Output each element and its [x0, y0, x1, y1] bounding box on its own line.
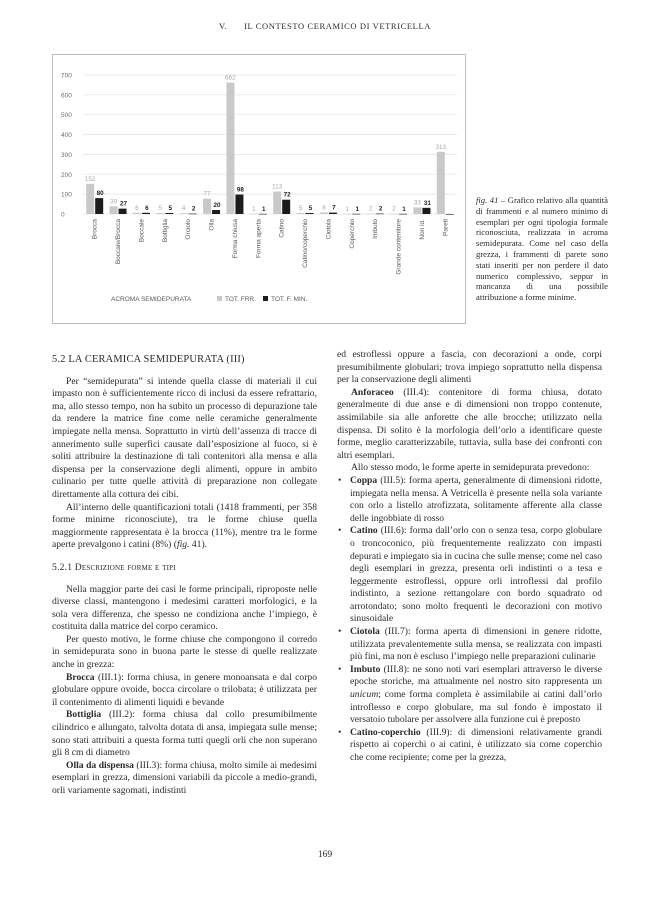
term: Ciotola — [350, 626, 380, 638]
y-tick-label: 0 — [61, 211, 65, 219]
category-label: Bottiglia — [161, 219, 169, 243]
term: Bottiglia — [66, 709, 102, 721]
term-ref: (III.7) — [379, 626, 408, 638]
category-label: Ciotola — [325, 219, 333, 240]
paragraph: Per “semidepurata” si intende quella classe di materiali il cui impasto non è sufficientemente ricco di inclusi da essere refrattario, ma, allo stesso tempo, non ha subito un processo di depurazione tale da rendere la matrice fine come nelle ceramiche generalmente impiegate nella mensa. Soprattutto in virtù dell’assenza di tracce di annerimento sulle superfici causate dall’esposizione al fuoco, si è soliti attribuire la destinazione di tali contenitori alla mensa e alla dispensa per la conservazione degli alimenti, oppure in ambito culinario per tutte quelle attività di preparazione non collegate direttamente alla cottura dei cibi. — [52, 375, 317, 500]
data-label-min: 31 — [423, 199, 431, 207]
bar-tot-frr — [133, 213, 141, 214]
term-ref: (III.9) — [420, 726, 450, 738]
definition-text: ; come forma completa è assimilabile ai catini dall’orlo introflesso e corpo globulare, ma sul fondo è impostato il versatoio tubolare per assolvere alla funzione cui è preposto — [350, 689, 602, 726]
definition-olla — [52, 760, 317, 798]
term-ref: (III.2) — [101, 709, 133, 721]
bullet: • — [338, 626, 342, 638]
category-label: Pareti — [442, 219, 450, 236]
bar-tot-frr — [250, 214, 258, 215]
data-label-frr: 39 — [110, 198, 118, 206]
bar-tot-f-min — [352, 214, 360, 215]
chapter-number: V. — [218, 21, 228, 31]
definition-text: : forma aperta, generalmente di dimensioni ridotte, impiegata nella mensa. A Vetricella è presente nella sola variante con orlo a listello atrofizzata, solitamente afferente alla classe delle ingobbiate di rosso — [350, 474, 602, 524]
bar-tot-frr — [320, 212, 328, 214]
category-label: Orciolo — [185, 219, 193, 240]
category-label: Grande contenitore — [395, 219, 403, 275]
data-label-min: 2 — [191, 205, 196, 213]
bar-tot-frr — [390, 214, 398, 215]
category-label: Brocca — [91, 219, 99, 240]
list-item-coppa — [337, 475, 602, 525]
y-tick-label: 400 — [61, 132, 72, 140]
data-label-min: 1 — [262, 205, 266, 213]
bar-tot-frr — [203, 199, 211, 214]
bar-tot-f-min — [306, 213, 314, 214]
category-label: Forma chiusa — [231, 219, 239, 259]
paragraph-text: 41). — [189, 539, 208, 551]
bullet: • — [338, 663, 342, 675]
term: Anforaceo — [351, 386, 394, 398]
section-heading: 5.2 LA CERAMICA SEMIDEPURATA (III) — [52, 354, 245, 365]
y-tick-label: 700 — [61, 72, 72, 80]
y-tick-label: 300 — [61, 151, 72, 159]
definition-brocca — [52, 672, 317, 710]
definition-text: : di dimensioni relativamente grandi rispetto ai coperchi o ai catini, è utilizzato sia come coperchio che come recipiente; come per la grezza, — [350, 726, 602, 763]
forme-aperte-list — [337, 475, 602, 765]
definition-anforaceo — [337, 387, 602, 463]
term: Imbuto — [350, 663, 381, 675]
data-label-frr: 8 — [322, 204, 326, 212]
bar-tot-f-min — [446, 214, 454, 215]
definition-text: : forma chiusa dal collo presumibilmente cilindrico e allungato, talvolta dotata di ansa, impiegata sulle mense; sono stati attribuiti a questa forma tutti quegli orli che non superano gli 8 cm di diametro — [52, 709, 317, 759]
list-item-catino-coperchio — [337, 727, 602, 765]
bar-tot-f-min — [329, 213, 337, 214]
paragraph: Nella maggior parte dei casi le forme principali, riproposte nelle diverse classi, mantengono i medesimi caratteri morfologici, e la sola vera differenza, che spesso ne condiziona anche l’impiego, è costituita dalla matrice del corpo ceramico. — [52, 583, 317, 633]
definition-text: : contenitore di forma chiusa, dotato generalmente di due anse e di dimensioni non troppo contenute, assimilabile sia alle anforette che alle brocche; utilizzato nella dispensa. Di solito è la morfologia dell’orlo a identificare queste forme, meglio caratterizzabile, tuttavia, sulla base dei confronti con altri esemplari. — [337, 386, 602, 461]
paragraph-text: All’interno delle quantificazioni totali (1418 frammenti, per 358 forme minime riconosciute), tra le forme chiuse quella maggiormente rappresentata è la brocca (11%), mentre tra le forme aperte prevalgono i catini (8%) ( — [52, 501, 317, 551]
bar-chart — [53, 55, 465, 323]
paragraph: Allo stesso modo, le forme aperte in semidepurata prevedono: — [351, 462, 590, 474]
category-label: Imbuto — [372, 219, 380, 239]
term-ref: (III.8) — [380, 663, 407, 675]
term: Catino-coperchio — [350, 726, 421, 738]
data-label-min: 72 — [283, 191, 291, 199]
left-column — [52, 354, 317, 798]
legend-swatch-tot-frr — [217, 296, 222, 301]
data-label-frr: 2 — [368, 205, 373, 213]
bar-tot-f-min — [95, 198, 103, 214]
bar-tot-frr — [110, 206, 118, 214]
fig-reference: fig. — [176, 539, 190, 551]
chapter-title: IL CONTESTO CERAMICO DI VETRICELLA — [244, 21, 432, 31]
bar-tot-frr — [297, 213, 305, 214]
bar-tot-frr — [156, 213, 164, 214]
data-label-frr: 113 — [272, 183, 283, 191]
legend-label-tot-frr: TOT. FRR. — [225, 296, 256, 303]
paragraph: ed estroflessi oppure a fascia, con decorazioni a onde, corpi presumibilmente globulari; trova impiego soprattutto nella dispensa per la conservazione degli alimenti — [337, 349, 602, 386]
data-label-frr: 313 — [435, 143, 447, 151]
bar-tot-frr — [413, 207, 421, 214]
y-tick-label: 500 — [61, 112, 72, 120]
data-label-frr: 1 — [252, 205, 256, 213]
data-label-min: 5 — [308, 205, 313, 213]
subsection-heading-text: 5.2.1 Descrizione forme e tipi — [52, 561, 176, 573]
right-column — [337, 349, 602, 765]
bar-tot-f-min — [142, 213, 150, 214]
category-label: Coperchio — [348, 219, 356, 249]
bar-tot-f-min — [189, 214, 197, 215]
definition-text: : forma chiusa, in genere monoansata e dal corpo globulare oppure ovoide, bocca circolare o trilobata; è utilizzata per il contenimento di alimenti liquidi e bevande — [52, 671, 317, 708]
caption-text: – Grafico relativo alla quantità di frammenti e al numero minimo di esemplari per ogni tipologia formale riconosciuta, realizzata in acroma semidepurata. Come nel caso della grezza, i frammenti di parete sono stati inseriti per non perdere il dato numerico complessivo, seppur in mancanza di una possibile attribuzione a forme minime. — [476, 195, 608, 303]
data-label-min: 1 — [402, 205, 406, 213]
y-tick-label: 100 — [61, 191, 72, 199]
category-label: Non id. — [418, 219, 426, 240]
data-label-frr: 33 — [413, 199, 421, 207]
data-label-min: 27 — [120, 200, 128, 208]
subsection-heading — [52, 562, 317, 575]
bar-tot-f-min — [376, 214, 384, 215]
running-head — [0, 21, 650, 31]
data-label-frr: 4 — [181, 205, 186, 213]
data-label-min: 20 — [213, 202, 221, 210]
legend-swatch-tot-f-min — [263, 296, 268, 301]
page-number: 169 — [317, 850, 333, 860]
bar-tot-f-min — [399, 214, 407, 215]
category-label: Boccale — [138, 219, 146, 243]
term: Coppa — [350, 474, 378, 486]
paragraph: Per questo motivo, le forme chiuse che compongono il corredo in semidepurata sono in buona parte le stesse di quelle realizzate anche in grezza: — [52, 633, 317, 671]
data-label-frr: 2 — [392, 205, 396, 213]
definition-text: : forma aperta di dimensioni in genere ridotte, utilizzata prevalentemente sulla mensa, se realizzata con impasti più fini, ma non è escluso l’impiego nelle preparazioni culinarie — [350, 626, 602, 663]
data-label-min: 6 — [145, 204, 149, 212]
data-label-frr: 5 — [298, 205, 303, 213]
data-label-min: 2 — [378, 205, 383, 213]
term-ref: (III.4) — [393, 386, 427, 398]
definition-bottiglia — [52, 709, 317, 759]
data-label-frr: 77 — [203, 190, 211, 198]
category-label: Forma aperta — [255, 219, 263, 259]
bar-tot-frr — [86, 184, 94, 214]
term: Olla da dispensa — [66, 759, 134, 771]
bar-tot-frr — [273, 192, 281, 214]
term-ref: (III.3) — [133, 759, 160, 771]
y-tick-label: 200 — [61, 171, 72, 179]
bar-tot-frr — [367, 214, 375, 215]
data-label-frr: 6 — [135, 204, 139, 212]
term-ref: (III.1) — [94, 671, 122, 683]
data-label-frr: 152 — [84, 175, 96, 183]
category-label: Catino — [278, 219, 286, 238]
definition-text: : forma chiusa, molto simile ai medesimi esemplari in grezza, dimensioni variabili da piccole a medio-grandi, orli variamente sagomati, indistinti — [52, 759, 317, 796]
data-label-min: 98 — [236, 186, 244, 194]
bar-tot-frr — [343, 214, 351, 215]
bar-tot-f-min — [259, 214, 267, 215]
definition-text: : ne sono noti vari esemplari attraverso le diverse epoche storiche, ma attualmente nel nostro sito rappresenta un — [350, 663, 602, 688]
data-label-frr: 5 — [158, 205, 163, 213]
term: Catino — [350, 525, 378, 537]
bullet: • — [338, 726, 342, 738]
bullet: • — [338, 474, 342, 486]
definition-text: : forma dall’orlo con o senza tesa, corpo globulare o troncoconico, più frequentemente realizzato con impasti depurati e impiegato sia in cucina che sulle mense; come nel caso degli esemplari in grezza, presenta orli indistinti o a tesa e leggermente estroflessi, oppure orli introflessi dal profilo indistinto, a sezione rettangolare con bordo squadrato od arrotondato; sono molto frequenti le decorazioni con motivo sinusoidale — [350, 525, 602, 625]
data-label-frr: 1 — [345, 205, 350, 213]
term-ref: (III.5) — [377, 474, 404, 486]
bar-tot-frr — [226, 83, 234, 214]
bar-tot-f-min — [235, 195, 243, 214]
bar-tot-f-min — [282, 200, 290, 214]
category-label: Catino/coperchio — [302, 219, 310, 268]
legend-label-tot-f-min: TOT. F. MIN. — [271, 296, 308, 303]
bullet: • — [338, 525, 342, 537]
data-label-min: 5 — [168, 205, 173, 213]
list-item-ciotola — [337, 626, 602, 664]
bar-tot-f-min — [212, 210, 220, 214]
list-item-catino — [337, 525, 602, 626]
list-item-imbuto — [337, 664, 602, 727]
data-label-min: 80 — [96, 190, 104, 198]
caption-fig-label: fig. 41 — [476, 195, 499, 205]
figure-caption — [476, 195, 608, 303]
paragraph — [52, 502, 317, 552]
category-label: Boccale/Brocca — [115, 219, 123, 265]
emphasis: unicum — [350, 689, 379, 701]
bar-tot-f-min — [119, 209, 127, 214]
y-tick-label: 600 — [61, 92, 72, 100]
bar-tot-frr — [180, 213, 188, 214]
x-axis-title: ACROMA SEMIDEPURATA — [111, 296, 192, 303]
data-label-min: 7 — [332, 204, 336, 212]
data-label-frr: 662 — [225, 74, 236, 82]
term: Brocca — [66, 671, 95, 683]
data-label-min: 1 — [355, 205, 360, 213]
bar-tot-f-min — [165, 213, 173, 214]
term-ref: (III.6) — [377, 525, 404, 537]
bar-tot-frr — [437, 152, 445, 214]
bar-tot-f-min — [422, 208, 430, 214]
category-label: Olla — [208, 219, 216, 231]
figure-41-chart — [52, 54, 466, 324]
